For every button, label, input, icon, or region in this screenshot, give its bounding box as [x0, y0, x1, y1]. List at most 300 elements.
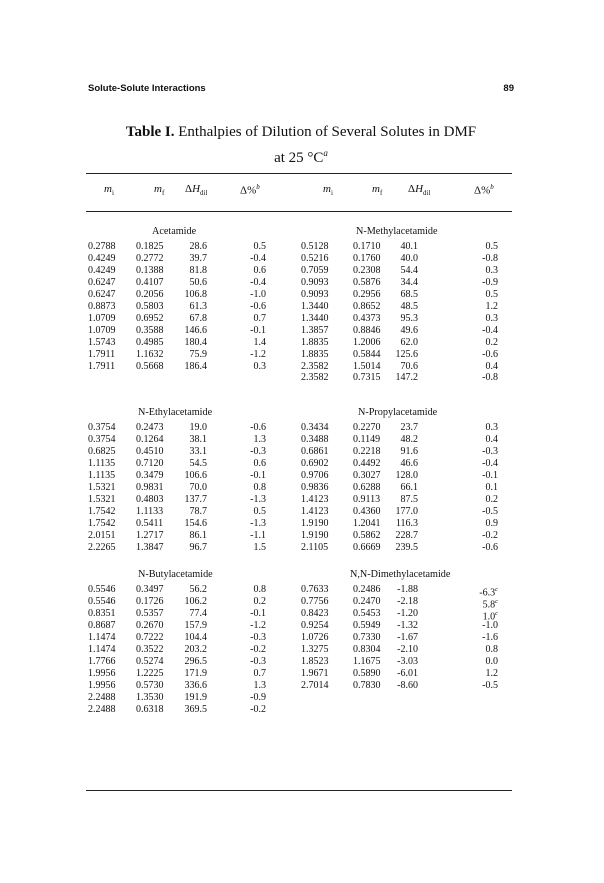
group-title: N-Methylacetamide [356, 226, 438, 237]
mf-cell: 0.2473 [136, 422, 164, 433]
dp-cell: 1.0$^c$ [482, 609, 498, 623]
dh-cell: -2.10 [397, 643, 418, 655]
mf-cell: 0.7830 [353, 679, 381, 691]
table-row [0, 289, 604, 301]
dh-cell: 86.1 [189, 529, 207, 541]
mi-cell: 1.9190 [301, 517, 329, 529]
dh-cell: 78.7 [189, 505, 207, 517]
group-title: N-Ethylacetamide [138, 407, 213, 418]
mf-cell: 1.1675 [353, 655, 381, 667]
dp-cell: -0.4 [250, 276, 266, 288]
mf-cell: 0.7330 [353, 631, 381, 643]
mi-cell: 0.5216 [301, 252, 329, 264]
mi-cell: 0.5128 [301, 241, 329, 252]
mi-cell: 0.5546 [88, 584, 116, 595]
mi-cell: 1.1474 [88, 631, 116, 643]
mf-cell: 0.1726 [136, 595, 164, 607]
mi-cell: 1.3440 [301, 300, 329, 312]
mf-cell: 0.7120 [136, 457, 164, 469]
mi-cell: 1.9190 [301, 529, 329, 541]
mi-cell: 1.9956 [88, 679, 116, 691]
mi-cell: 1.9956 [88, 667, 116, 679]
dh-cell: 125.6 [395, 348, 418, 360]
dh-cell: 128.0 [395, 469, 418, 481]
mi-cell: 1.9671 [301, 667, 329, 679]
dp-cell: 0.1 [485, 481, 498, 493]
dp-cell: 5.8$^c$ [482, 597, 498, 611]
table-label: Table I. [125, 124, 175, 140]
table-row [0, 277, 604, 289]
mf-cell: 0.7222 [136, 631, 164, 643]
mi-cell: 1.1474 [88, 643, 116, 655]
mi-cell: 0.7756 [301, 595, 329, 607]
table-row [0, 422, 604, 434]
table-row [0, 595, 604, 611]
dh-cell: 34.4 [400, 276, 418, 288]
dp-cell: -0.4 [482, 324, 498, 336]
mi-cell: 1.7911 [88, 348, 116, 360]
table-row [0, 530, 604, 542]
dp-cell: -1.0 [250, 288, 266, 300]
dh-cell: 228.7 [395, 529, 418, 541]
dp-cell: 0.8 [485, 643, 498, 655]
mi-cell: 1.5743 [88, 336, 116, 348]
table-row [0, 349, 604, 361]
table-row [0, 446, 604, 458]
dh-cell: -6.01 [397, 667, 418, 679]
dp-cell: 0.2 [253, 595, 266, 607]
dh-cell: -1.20 [397, 607, 418, 619]
dp-cell: -0.3 [250, 631, 266, 643]
dh-cell: 146.6 [184, 324, 207, 336]
mf-cell: 0.3588 [136, 324, 164, 336]
dp-cell: -0.8 [482, 372, 498, 384]
dp-cell: -0.9 [482, 276, 498, 288]
dp-cell: 0.7 [253, 667, 266, 679]
dh-cell: 62.0 [400, 336, 418, 348]
table-row [0, 584, 604, 599]
dp-cell: -0.3 [250, 655, 266, 667]
dp-cell: -0.6 [482, 541, 498, 553]
mf-cell: 0.2670 [136, 619, 164, 631]
dp-cell: 0.5 [485, 288, 498, 300]
dp-cell: 0.6 [253, 457, 266, 469]
mf-cell: 0.5862 [353, 529, 381, 541]
table-row [0, 241, 604, 253]
table-row [0, 361, 604, 373]
dh-cell: -1.32 [397, 619, 418, 631]
dh-cell: 61.3 [189, 300, 207, 312]
header-mf: $m_f$ [154, 183, 165, 198]
group-title: N,N-Dimethylacetamide [350, 569, 451, 580]
dh-cell: 46.6 [400, 457, 418, 469]
mi-cell: 2.0151 [88, 529, 116, 541]
mf-cell: 0.8304 [353, 643, 381, 655]
mf-cell: 0.5949 [353, 619, 381, 631]
mf-cell: 0.5668 [136, 360, 164, 372]
footnote-mark: c [495, 609, 498, 617]
mf-cell: 0.6288 [353, 481, 381, 493]
table-row [0, 482, 604, 494]
table-row [0, 313, 604, 325]
dh-cell: 67.8 [189, 312, 207, 324]
table-row [0, 656, 604, 668]
mi-cell: 0.4249 [88, 252, 116, 264]
mf-cell: 0.2470 [353, 595, 381, 607]
dh-cell: 28.6 [189, 241, 207, 252]
dh-cell: 40.1 [400, 241, 418, 252]
dp-cell: 0.3 [253, 360, 266, 372]
header-mi: $m_i$ [104, 183, 114, 198]
dp-cell: -1.1 [250, 529, 266, 541]
table-row [0, 265, 604, 277]
dp-cell: 0.8 [253, 584, 266, 595]
mi-cell: 2.2488 [88, 703, 116, 715]
dp-cell: -0.4 [482, 457, 498, 469]
mi-cell: 1.4123 [301, 493, 329, 505]
dp-cell: 0.3 [485, 422, 498, 433]
dp-cell: -0.2 [482, 529, 498, 541]
dp-cell: 0.4 [485, 433, 498, 445]
mf-cell: 0.3479 [136, 469, 164, 481]
dp-cell: -0.6 [250, 300, 266, 312]
header-dp: Δ%$^b$ [240, 183, 260, 197]
mf-cell: 0.2056 [136, 288, 164, 300]
dp-cell: 0.6 [253, 264, 266, 276]
mi-cell: 1.5321 [88, 481, 116, 493]
mf-cell: 0.4510 [136, 445, 164, 457]
mf-cell: 0.5411 [136, 517, 164, 529]
dp-cell: 0.8 [253, 481, 266, 493]
header-dh: $\Delta H_{dil}$ [185, 183, 208, 198]
mi-cell: 1.4123 [301, 505, 329, 517]
mi-cell: 0.2788 [88, 241, 116, 252]
dh-cell: 56.2 [189, 584, 207, 595]
mf-cell: 0.1710 [353, 241, 381, 252]
mi-cell: 1.3857 [301, 324, 329, 336]
dp-cell: -0.2 [250, 643, 266, 655]
dh-cell: 54.5 [189, 457, 207, 469]
mf-cell: 1.3530 [136, 691, 164, 703]
mi-cell: 0.6902 [301, 457, 329, 469]
mf-cell: 0.4107 [136, 276, 164, 288]
dh-cell: 66.1 [400, 481, 418, 493]
dh-cell: 203.2 [184, 643, 207, 655]
dp-cell: 1.5 [253, 541, 266, 553]
dh-cell: 106.6 [184, 469, 207, 481]
mf-cell: 0.5453 [353, 607, 381, 619]
mf-cell: 0.2308 [353, 264, 381, 276]
dh-cell: 186.4 [184, 360, 207, 372]
table-row [0, 301, 604, 313]
mf-cell: 0.5357 [136, 607, 164, 619]
table-caption [88, 122, 514, 169]
mi-cell: 0.8687 [88, 619, 116, 631]
dh-cell: -3.03 [397, 655, 418, 667]
dh-cell: 154.6 [184, 517, 207, 529]
dh-cell: 336.6 [184, 679, 207, 691]
mf-cell: 0.4803 [136, 493, 164, 505]
mi-cell: 0.7633 [301, 584, 329, 595]
dh-cell: -1.67 [397, 631, 418, 643]
dp-cell: -6.3$^c$ [479, 586, 498, 599]
mi-cell: 0.3754 [88, 422, 116, 433]
mi-cell: 0.8351 [88, 607, 116, 619]
dh-cell: 19.0 [189, 422, 207, 433]
dh-cell: -1.88 [397, 584, 418, 595]
mi-cell: 1.7542 [88, 517, 116, 529]
mf-cell: 0.3027 [353, 469, 381, 481]
running-head [88, 83, 514, 94]
running-head-title: Solute-Solute Interactions [88, 83, 206, 94]
mi-cell: 0.5546 [88, 595, 116, 607]
dh-cell: 171.9 [184, 667, 207, 679]
dp-cell: -0.8 [482, 252, 498, 264]
mf-cell: 0.2772 [136, 252, 164, 264]
mi-cell: 0.8873 [88, 300, 116, 312]
dp-cell: 0.2 [485, 336, 498, 348]
mi-cell: 0.7059 [301, 264, 329, 276]
dh-cell: 33.1 [189, 445, 207, 457]
mf-cell: 0.9113 [353, 493, 381, 505]
mf-cell: 0.8652 [353, 300, 381, 312]
dh-cell: 54.4 [400, 264, 418, 276]
dp-cell: 1.4 [253, 336, 266, 348]
header-dh-2: $\Delta H_{dil}$ [408, 183, 431, 198]
dh-cell: 39.7 [189, 252, 207, 264]
dp-cell: -0.6 [250, 422, 266, 433]
dh-cell: 191.9 [184, 691, 207, 703]
mf-cell: 0.6669 [353, 541, 381, 553]
dp-cell: -0.2 [250, 703, 266, 715]
mf-cell: 0.3522 [136, 643, 164, 655]
table-row [0, 253, 604, 265]
mi-cell: 2.2265 [88, 541, 116, 553]
dh-cell: 104.4 [184, 631, 207, 643]
mi-cell: 1.0709 [88, 312, 116, 324]
dh-cell: 96.7 [189, 541, 207, 553]
dp-cell: 0.5 [253, 241, 266, 252]
dp-cell: -0.3 [250, 445, 266, 457]
mi-cell: 2.1105 [301, 541, 329, 553]
mi-cell: 1.1135 [88, 457, 116, 469]
table-row [0, 458, 604, 470]
group-title: Acetamide [152, 226, 197, 237]
mi-cell: 0.9836 [301, 481, 329, 493]
dp-cell: -0.4 [250, 252, 266, 264]
caption-footnote-mark: a [323, 148, 328, 158]
mf-cell: 1.5014 [353, 360, 381, 372]
mi-cell: 0.6247 [88, 276, 116, 288]
mi-cell: 2.2488 [88, 691, 116, 703]
mf-cell: 0.4360 [353, 505, 381, 517]
dp-cell: -0.5 [482, 505, 498, 517]
dh-cell: 95.3 [400, 312, 418, 324]
mf-cell: 0.5844 [353, 348, 381, 360]
mf-cell: 0.5890 [353, 667, 381, 679]
dh-cell: 49.6 [400, 324, 418, 336]
mi-cell: 1.0726 [301, 631, 329, 643]
mf-cell: 0.4373 [353, 312, 381, 324]
dh-cell: 296.5 [184, 655, 207, 667]
dp-cell: 1.2 [485, 667, 498, 679]
table-row [0, 470, 604, 482]
dh-cell: 81.8 [189, 264, 207, 276]
dh-cell: 180.4 [184, 336, 207, 348]
dp-cell: -1.6 [482, 631, 498, 643]
mf-cell: 0.2486 [353, 584, 381, 595]
mi-cell: 1.7766 [88, 655, 116, 667]
mf-cell: 0.1825 [136, 241, 164, 252]
dh-cell: 68.5 [400, 288, 418, 300]
table-row [0, 704, 604, 716]
dp-cell: -1.2 [250, 619, 266, 631]
dp-cell: 1.3 [253, 679, 266, 691]
dp-cell: -0.9 [250, 691, 266, 703]
dp-cell: 1.3 [253, 433, 266, 445]
dp-cell: -0.6 [482, 348, 498, 360]
table-title-line2: at 25 °C [274, 150, 324, 166]
mf-cell: 0.5876 [353, 276, 381, 288]
mf-cell: 1.1632 [136, 348, 164, 360]
mi-cell: 0.6825 [88, 445, 116, 457]
table-row [0, 644, 604, 656]
table-row [0, 620, 604, 632]
dh-cell: 106.8 [184, 288, 207, 300]
footnote-mark: c [495, 586, 498, 593]
mi-cell: 0.6861 [301, 445, 329, 457]
table-row [0, 518, 604, 530]
mf-cell: 0.5803 [136, 300, 164, 312]
mi-cell: 0.6247 [88, 288, 116, 300]
mi-cell: 1.8523 [301, 655, 329, 667]
mi-cell: 0.3754 [88, 433, 116, 445]
mf-cell: 0.5730 [136, 679, 164, 691]
table-row [0, 337, 604, 349]
dp-cell: 0.2 [485, 493, 498, 505]
mf-cell: 0.7315 [353, 372, 381, 384]
table-title: Enthalpies of Dilution of Several Solutes in DMF [178, 124, 477, 140]
mf-cell: 0.3497 [136, 584, 164, 595]
dp-cell: -0.1 [250, 469, 266, 481]
dh-cell: 23.7 [400, 422, 418, 433]
dp-cell: 0.5 [253, 505, 266, 517]
mi-cell: 1.8835 [301, 348, 329, 360]
table-row [0, 680, 604, 692]
mi-cell: 0.9093 [301, 276, 329, 288]
dp-cell: -1.2 [250, 348, 266, 360]
dp-cell: -1.3 [250, 493, 266, 505]
header-mf-2: $m_f$ [372, 183, 383, 198]
mi-cell: 1.3275 [301, 643, 329, 655]
dp-cell: 0.9 [485, 517, 498, 529]
dp-cell: -1.0 [482, 619, 498, 631]
mf-cell: 1.2041 [353, 517, 381, 529]
dh-cell: -2.18 [397, 595, 418, 607]
dh-cell: 116.3 [395, 517, 418, 529]
mf-cell: 0.1264 [136, 433, 164, 445]
dp-cell: 0.5 [485, 241, 498, 252]
table-top-rule [86, 173, 512, 174]
mf-cell: 0.8846 [353, 324, 381, 336]
dp-cell: 1.2 [485, 300, 498, 312]
mf-cell: 0.6318 [136, 703, 164, 715]
mf-cell: 1.2006 [353, 336, 381, 348]
dh-cell: 50.6 [189, 276, 207, 288]
mi-cell: 1.5321 [88, 493, 116, 505]
column-header-row [0, 183, 604, 203]
dp-cell: -0.1 [250, 607, 266, 619]
dh-cell: 70.0 [189, 481, 207, 493]
table-row [0, 692, 604, 704]
table-row [0, 506, 604, 518]
mi-cell: 2.3582 [301, 360, 329, 372]
mf-cell: 0.1760 [353, 252, 381, 264]
dh-cell: 48.5 [400, 300, 418, 312]
mf-cell: 1.3847 [136, 541, 164, 553]
dh-cell: 91.6 [400, 445, 418, 457]
table-row [0, 372, 604, 384]
mf-cell: 0.1149 [353, 433, 381, 445]
mi-cell: 1.7542 [88, 505, 116, 517]
mf-cell: 0.6952 [136, 312, 164, 324]
dh-cell: 38.1 [189, 433, 207, 445]
dh-cell: 106.2 [184, 595, 207, 607]
mi-cell: 0.8423 [301, 607, 329, 619]
dp-cell: 0.3 [485, 264, 498, 276]
dp-cell: -1.3 [250, 517, 266, 529]
mf-cell: 0.2956 [353, 288, 381, 300]
mf-cell: 0.4492 [353, 457, 381, 469]
dh-cell: 70.6 [400, 360, 418, 372]
header-mi-2: $m_i$ [323, 183, 333, 198]
dh-cell: 137.7 [184, 493, 207, 505]
mi-cell: 1.3440 [301, 312, 329, 324]
mi-cell: 1.1135 [88, 469, 116, 481]
dh-cell: 157.9 [184, 619, 207, 631]
dh-cell: 177.0 [395, 505, 418, 517]
mf-cell: 0.9831 [136, 481, 164, 493]
dh-cell: 87.5 [400, 493, 418, 505]
table-row [0, 325, 604, 337]
table-row [0, 494, 604, 506]
dh-cell: 75.9 [189, 348, 207, 360]
dp-cell: -0.1 [482, 469, 498, 481]
dp-cell: -0.3 [482, 445, 498, 457]
table-row [0, 668, 604, 680]
dh-cell: 40.0 [400, 252, 418, 264]
dh-cell: 48.2 [400, 433, 418, 445]
dh-cell: 147.2 [395, 372, 418, 384]
mf-cell: 0.2270 [353, 422, 381, 433]
mi-cell: 1.7911 [88, 360, 116, 372]
table-row [0, 632, 604, 644]
mi-cell: 1.0709 [88, 324, 116, 336]
footnote-mark: c [495, 597, 498, 605]
table-header-rule [86, 211, 512, 212]
dh-cell: 239.5 [395, 541, 418, 553]
mf-cell: 0.5274 [136, 655, 164, 667]
table-row [0, 607, 604, 623]
table-bottom-rule [86, 790, 512, 791]
mi-cell: 1.8835 [301, 336, 329, 348]
mf-cell: 1.1133 [136, 505, 164, 517]
mi-cell: 0.3488 [301, 433, 329, 445]
dp-cell: 0.7 [253, 312, 266, 324]
table-row [0, 542, 604, 554]
mf-cell: 0.4985 [136, 336, 164, 348]
table-row [0, 434, 604, 446]
